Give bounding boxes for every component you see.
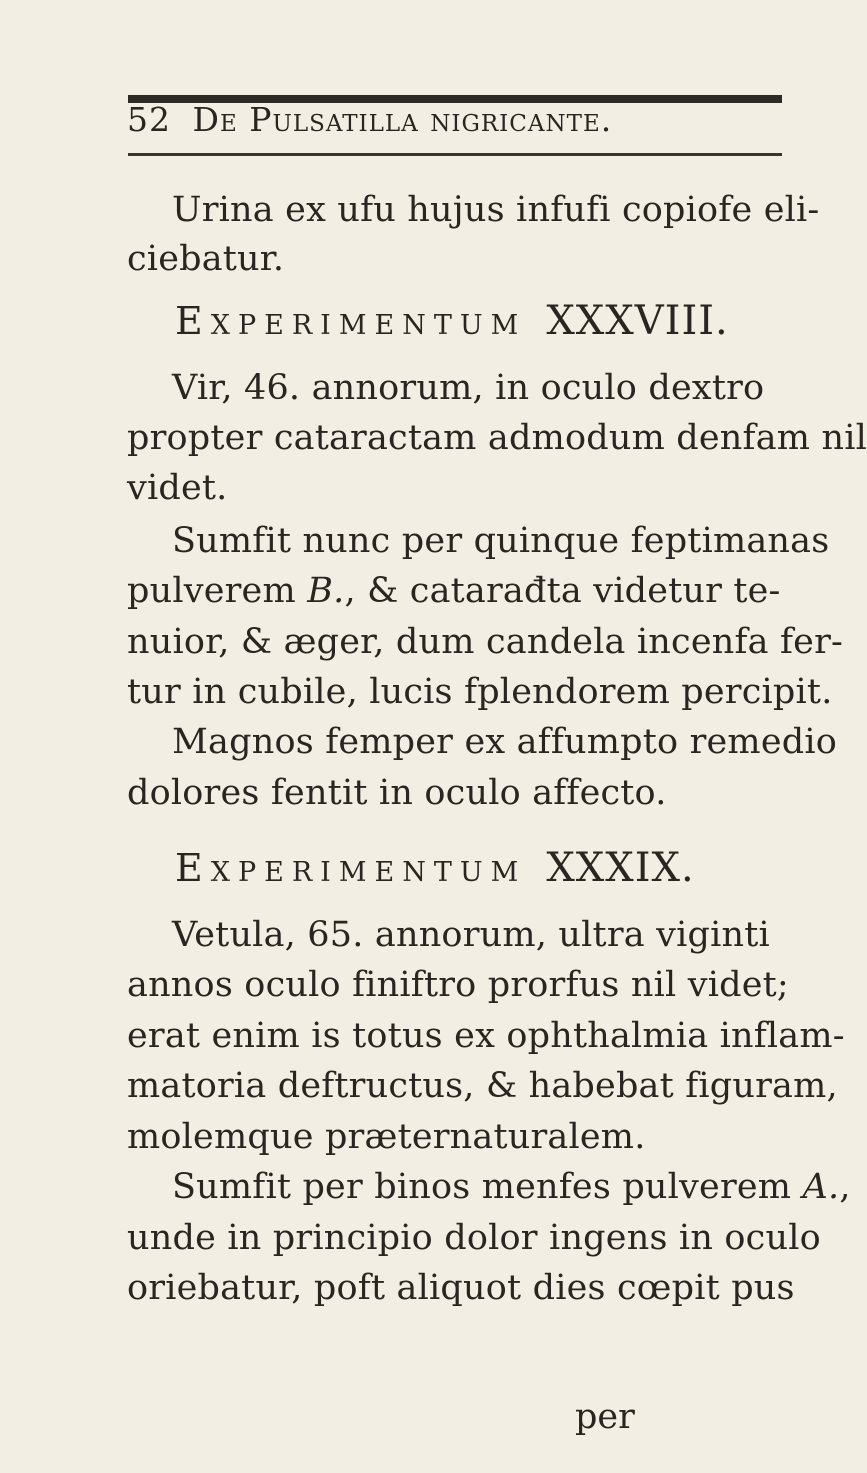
text-line: Vetula, 65. annorum, ultra viginti (172, 915, 770, 955)
text-line: unde in principio dolor ingens in oculo (127, 1218, 821, 1258)
text-segment: , (839, 1167, 851, 1207)
running-title: De Pulsatilla nigricante. (192, 100, 613, 139)
heading-word: Experimentum (175, 299, 527, 343)
text-line: Urina ex ufu hujus infufi copiofe eli- (172, 190, 820, 230)
heading-word: Experimentum (175, 846, 527, 890)
text-line: dolores fentit in oculo affecto. (127, 773, 667, 813)
catchword: per (575, 1397, 635, 1437)
text-line (172, 1167, 851, 1207)
section-heading-experimentum-38 (175, 298, 729, 344)
text-line: Sumfit nunc per quinque feptimanas (172, 521, 830, 561)
text-line: Magnos femper ex affumpto remedio (172, 722, 838, 762)
running-header (127, 100, 787, 139)
italic-letter: A. (802, 1167, 840, 1207)
text-segment: , & catarađta videtur te- (344, 571, 781, 611)
text-line: videt. (127, 468, 228, 508)
heading-number: XXXIX. (546, 845, 695, 891)
text-line: tur in cubile, lucis fplendorem percipit. (127, 672, 833, 712)
text-line: matoria deftructus, & habebat figuram, (127, 1066, 838, 1106)
text-line: propter cataractam admodum denfam nil (127, 418, 867, 458)
text-segment: pulverem (127, 571, 308, 611)
text-line (127, 571, 807, 611)
text-line: nuior, & æger, dum candela incenfa fer- (127, 622, 844, 662)
text-line: Vir, 46. annorum, in oculo dextro (172, 368, 765, 408)
heading-number: XXXVIII. (546, 298, 729, 344)
text-line: molemque præternaturalem. (127, 1117, 646, 1157)
italic-letter: B. (307, 571, 345, 611)
text-segment: Sumfit per binos menfes pulverem (172, 1167, 803, 1207)
page-number: 52 (127, 100, 171, 139)
text-line: ciebatur. (127, 239, 285, 279)
text-line: oriebatur, poft aliquot dies cœpit pus (127, 1268, 795, 1308)
text-line: erat enim is totus ex ophthalmia inflam- (127, 1016, 845, 1056)
section-heading-experimentum-39 (175, 845, 695, 891)
header-rule-bottom (128, 153, 782, 156)
text-line: annos oculo finiftro prorfus nil videt; (127, 965, 789, 1005)
